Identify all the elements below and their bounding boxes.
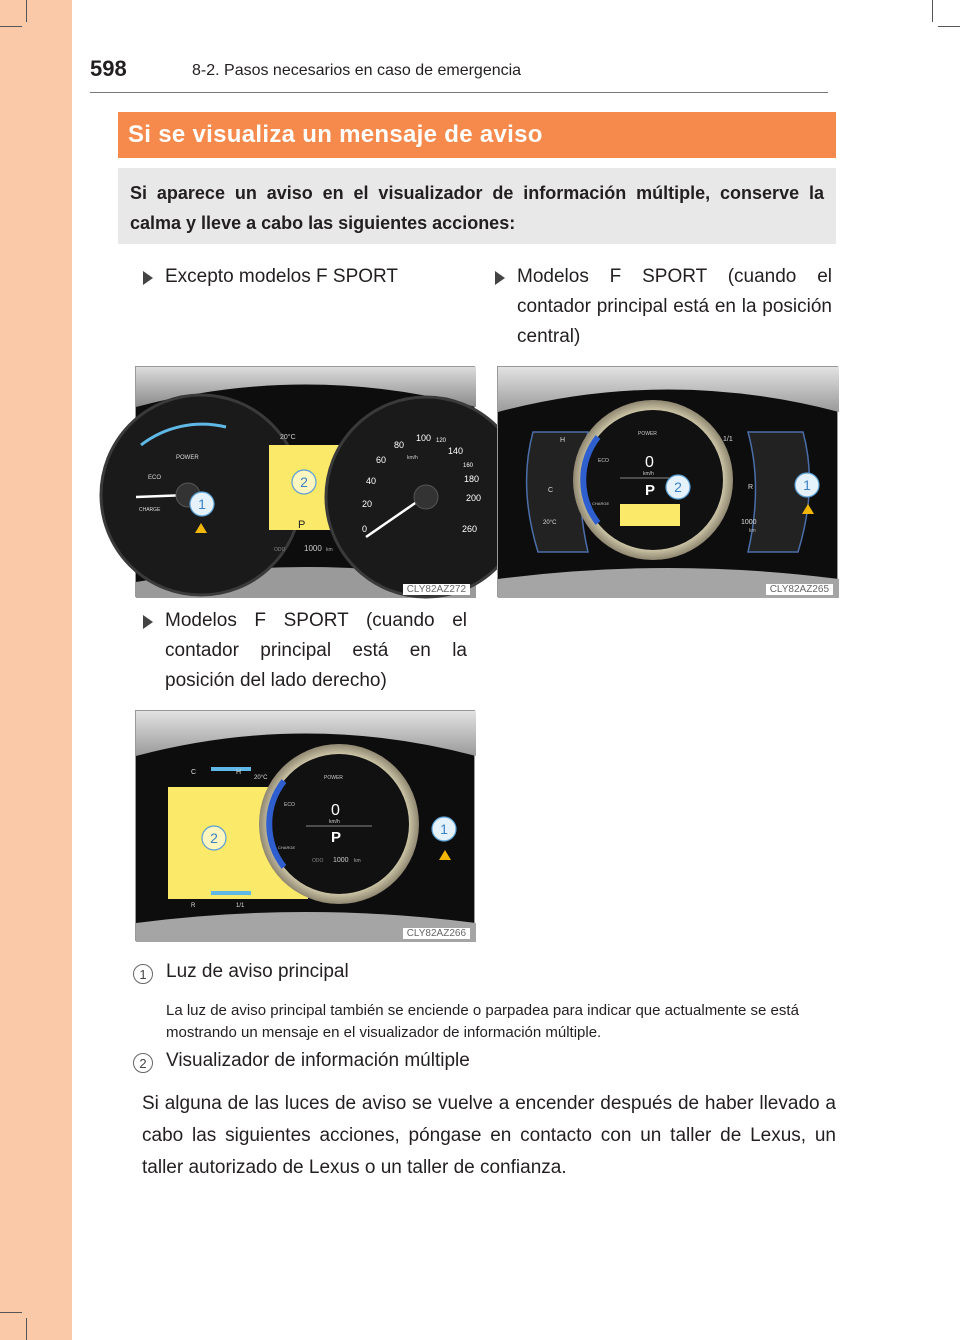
temp-hot-label: H [236, 769, 242, 776]
power-label: POWER [176, 455, 199, 461]
temp-readout: 20°C [543, 520, 557, 526]
odometer-unit: km [749, 528, 756, 534]
crop-mark [26, 1318, 27, 1340]
odometer-value: 1000 [304, 544, 322, 553]
eco-label: ECO [148, 475, 162, 481]
master-warning-icon [439, 850, 451, 860]
figure-caption-1: Excepto modelos F SPORT [165, 262, 465, 292]
dashboard-illustration-fsport-center [497, 366, 838, 597]
speed-tick: 180 [464, 474, 480, 484]
odo-label: ODO [312, 858, 324, 864]
fuel-reserve-label: R [748, 484, 754, 491]
figure-code: CLY82AZ266 [403, 928, 470, 939]
crop-mark [0, 26, 22, 27]
callout-2-label: 2 [210, 830, 218, 846]
speed-tick: 0 [362, 524, 368, 534]
header-rule [90, 92, 828, 93]
item-note-1: La luz de aviso principal también se enciende o parpadea para indicar que actualmente se está mostrando un mensaje en el visualizador de información múltiple. [166, 1002, 799, 1041]
crop-mark [26, 0, 27, 22]
callout-1-label: 1 [440, 821, 448, 837]
multi-info-display [620, 504, 680, 526]
speed-unit: km/h [329, 819, 340, 825]
odometer-value: 1000 [741, 519, 757, 526]
speed-tick: 100 [416, 433, 432, 443]
item-number-1: 1 [133, 964, 153, 984]
temp-cold-label: C [548, 487, 554, 494]
charge-label: CHARGE [139, 507, 161, 513]
caption-arrow-icon [143, 615, 153, 629]
callout-1-label: 1 [198, 496, 206, 512]
figure-caption-3: Modelos F SPORT (cuando el contador principal está en la posición del lado derecho) [165, 606, 467, 696]
temp-readout: 20°C [254, 775, 268, 781]
item-title-2: Visualizador de información múltiple [166, 1050, 470, 1071]
speed-tick: 160 [463, 463, 474, 469]
figure-caption-2: Modelos F SPORT (cuando el contador principal está en la posición central) [517, 262, 832, 352]
gear-indicator: P [645, 482, 656, 499]
caption-arrow-icon [495, 271, 505, 285]
gear-indicator: P [331, 829, 342, 846]
section-title: 8-2. Pasos necesarios en caso de emergencia [192, 62, 522, 79]
odometer-unit: km [354, 858, 361, 864]
crop-mark [938, 26, 960, 27]
speed-tick: 120 [436, 438, 447, 444]
dashboard-illustration-standard [135, 366, 482, 597]
speed-readout: 0 [645, 454, 654, 471]
speed-tick: 40 [366, 476, 377, 486]
fuel-full-label: 1/1 [723, 436, 733, 443]
figure-code: CLY82AZ272 [403, 584, 470, 595]
callout-2-label: 2 [674, 479, 682, 495]
speed-readout: 0 [331, 802, 340, 819]
odometer-unit: km [326, 547, 333, 553]
item-title-1: Luz de aviso principal [166, 961, 349, 982]
fuel-full-label: 1/1 [236, 903, 245, 909]
crop-mark [0, 1312, 22, 1313]
dashboard-illustration-fsport-right [135, 710, 475, 941]
temp-cold-label: C [191, 769, 197, 776]
intro-box: Si aparece un aviso en el visualizador de información múltiple, conserve la calma y lleve a cabo las siguientes acciones: [118, 168, 836, 244]
speed-tick: 60 [376, 455, 387, 465]
page-sidebar-tab [0, 0, 72, 1340]
callout-2-label: 2 [300, 474, 308, 490]
fuel-reserve-label: R [191, 903, 196, 909]
speed-tick: 140 [448, 446, 464, 456]
caption-arrow-icon [143, 271, 153, 285]
temp-hot-label: H [560, 437, 566, 444]
body-paragraph: Si alguna de las luces de aviso se vuelve a encender después de haber llevado a cabo las siguientes acciones, póngase en contacto con un taller de Lexus, un taller autorizado de Lexus o un taller de confianza. [142, 1093, 836, 1178]
page-number: 598 [90, 56, 127, 81]
odo-label: ODO [274, 547, 286, 553]
power-label: POWER [638, 431, 657, 437]
item-number-2: 2 [133, 1053, 153, 1073]
eco-label: ECO [284, 802, 295, 808]
power-label: POWER [324, 775, 343, 781]
temp-readout: 20°C [280, 434, 296, 441]
speed-unit: km/h [643, 471, 654, 477]
speed-tick: 80 [394, 440, 405, 450]
speed-tick: 200 [466, 493, 482, 503]
speed-tick: 20 [362, 499, 373, 509]
gear-indicator: P [298, 519, 306, 531]
speed-tick: 260 [462, 524, 478, 534]
speed-unit: km/h [407, 455, 418, 461]
crop-mark [932, 0, 933, 22]
eco-label: ECO [598, 458, 609, 464]
callout-1-label: 1 [803, 477, 811, 493]
charge-label: CHARGE [592, 501, 610, 506]
section-banner: Si se visualiza un mensaje de aviso [118, 112, 836, 158]
figure-code: CLY82AZ265 [766, 584, 833, 595]
odometer-value: 1000 [333, 857, 349, 864]
charge-label: CHARGE [278, 845, 296, 850]
